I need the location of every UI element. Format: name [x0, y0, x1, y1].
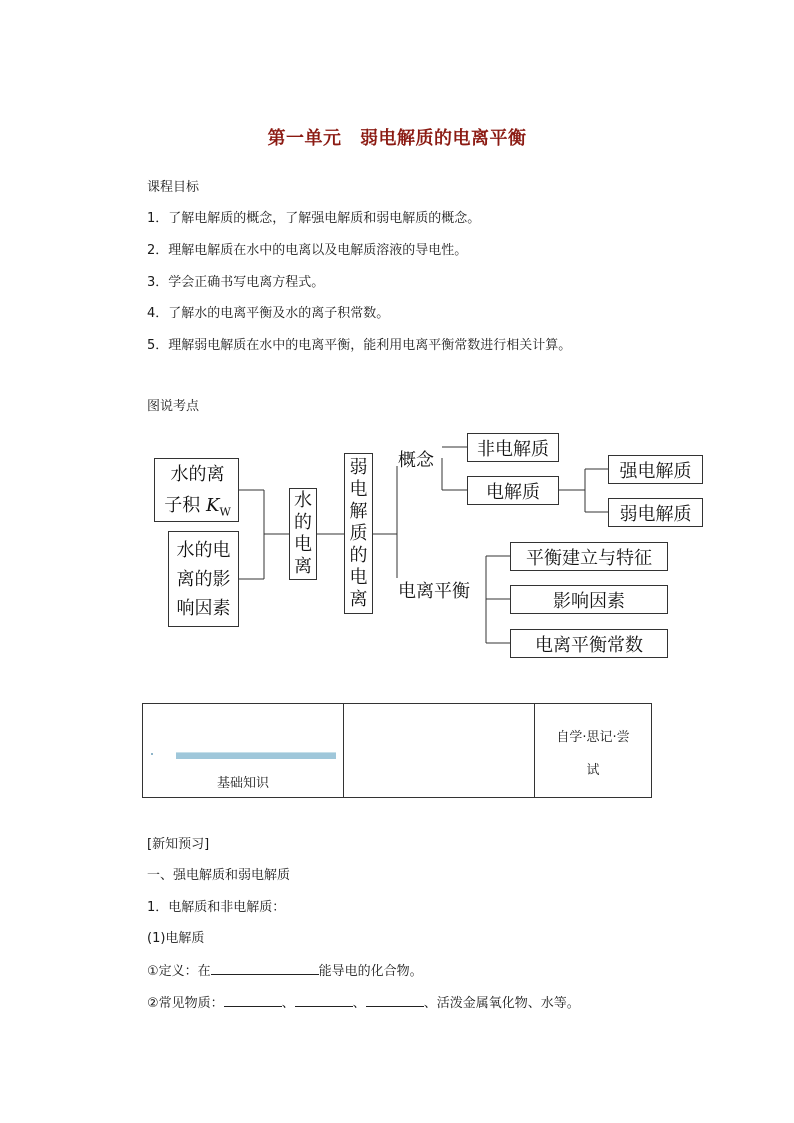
vchar: 水 — [294, 490, 312, 511]
goal-item: 3．学会正确书写电离方程式。 — [147, 275, 325, 290]
page-title: 第一单元 弱电解质的电离平衡 — [267, 128, 527, 149]
section-table — [142, 703, 652, 798]
bar-dot — [151, 753, 153, 755]
strong-electrolyte-box: 强电解质 — [608, 455, 703, 484]
vchar: 离 — [294, 556, 312, 577]
equilibrium-label: 电离平衡 — [398, 581, 470, 602]
water-ion-factors-box — [168, 531, 239, 627]
water-ion-product-box — [154, 458, 239, 522]
goal-item: 2．理解电解质在水中的电离以及电解质溶液的导电性。 — [147, 243, 468, 258]
fill-blank[interactable] — [295, 994, 353, 1007]
ionization-constant-box: 电离平衡常数 — [510, 629, 668, 658]
electrolyte-box: 电解质 — [467, 476, 559, 505]
vchar: 的 — [294, 512, 312, 533]
section-bar — [176, 752, 336, 759]
vchar: 解 — [349, 500, 368, 522]
goals-heading: 课程目标 — [147, 180, 200, 195]
table-divider — [534, 704, 535, 797]
self-study-line2: 试 — [586, 763, 600, 778]
influence-factors-box: 影响因素 — [510, 585, 668, 614]
diagram-heading: 图说考点 — [147, 399, 200, 414]
weak-electrolyte-ionization-box — [344, 453, 373, 614]
self-study-line1: 自学·思记·尝 — [556, 730, 630, 745]
vchar: 质 — [349, 522, 368, 544]
goal-item: 5．理解弱电解质在水中的电离平衡，能利用电离平衡常数进行相关计算。 — [147, 338, 572, 353]
common-prefix: ②常见物质： — [147, 996, 224, 1011]
definition-line — [147, 962, 423, 980]
kw-subscript: W — [219, 505, 231, 519]
non-electrolyte-box: 非电解质 — [467, 433, 559, 462]
vchar: 弱 — [349, 456, 368, 478]
separator: 、 — [281, 996, 295, 1011]
vchar: 离 — [349, 588, 368, 610]
preview-heading: [新知预习] — [147, 837, 210, 852]
section-heading-3: (1)电解质 — [147, 931, 205, 946]
common-substances-line — [147, 994, 580, 1012]
kw-line2: 子积 — [164, 495, 206, 516]
kw-line1: 水的离 — [170, 464, 225, 485]
factors-line: 离的影 — [176, 568, 231, 590]
factors-line: 响因素 — [176, 597, 231, 619]
fill-blank[interactable] — [224, 994, 282, 1007]
kw-symbol: K — [205, 495, 220, 516]
goal-item: 1．了解电解质的概念，了解强电解质和弱电解质的概念。 — [147, 211, 481, 226]
factors-line: 水的电 — [176, 539, 231, 561]
section-heading-2: 1．电解质和非电解质： — [147, 900, 286, 915]
table-divider — [343, 704, 344, 797]
definition-suffix: 能导电的化合物。 — [318, 964, 423, 979]
separator: 、 — [352, 996, 366, 1011]
fill-blank[interactable] — [366, 994, 424, 1007]
goal-item: 4．了解水的电离平衡及水的离子积常数。 — [147, 306, 390, 321]
section-heading-1: 一、强电解质和弱电解质 — [147, 868, 291, 883]
fill-blank[interactable] — [211, 962, 319, 975]
common-suffix: 、活泼金属氧化物、水等。 — [423, 996, 580, 1011]
vchar: 电 — [349, 478, 368, 500]
basic-knowledge-label: 基础知识 — [216, 776, 269, 791]
concept-label: 概念 — [398, 450, 434, 471]
weak-electrolyte-box: 弱电解质 — [608, 498, 703, 527]
vchar: 电 — [294, 534, 312, 555]
water-ionization-box — [289, 488, 317, 580]
equilibrium-establishment-box: 平衡建立与特征 — [510, 542, 668, 571]
vchar: 电 — [349, 566, 368, 588]
vchar: 的 — [349, 544, 368, 566]
definition-prefix: ①定义：在 — [147, 964, 211, 979]
